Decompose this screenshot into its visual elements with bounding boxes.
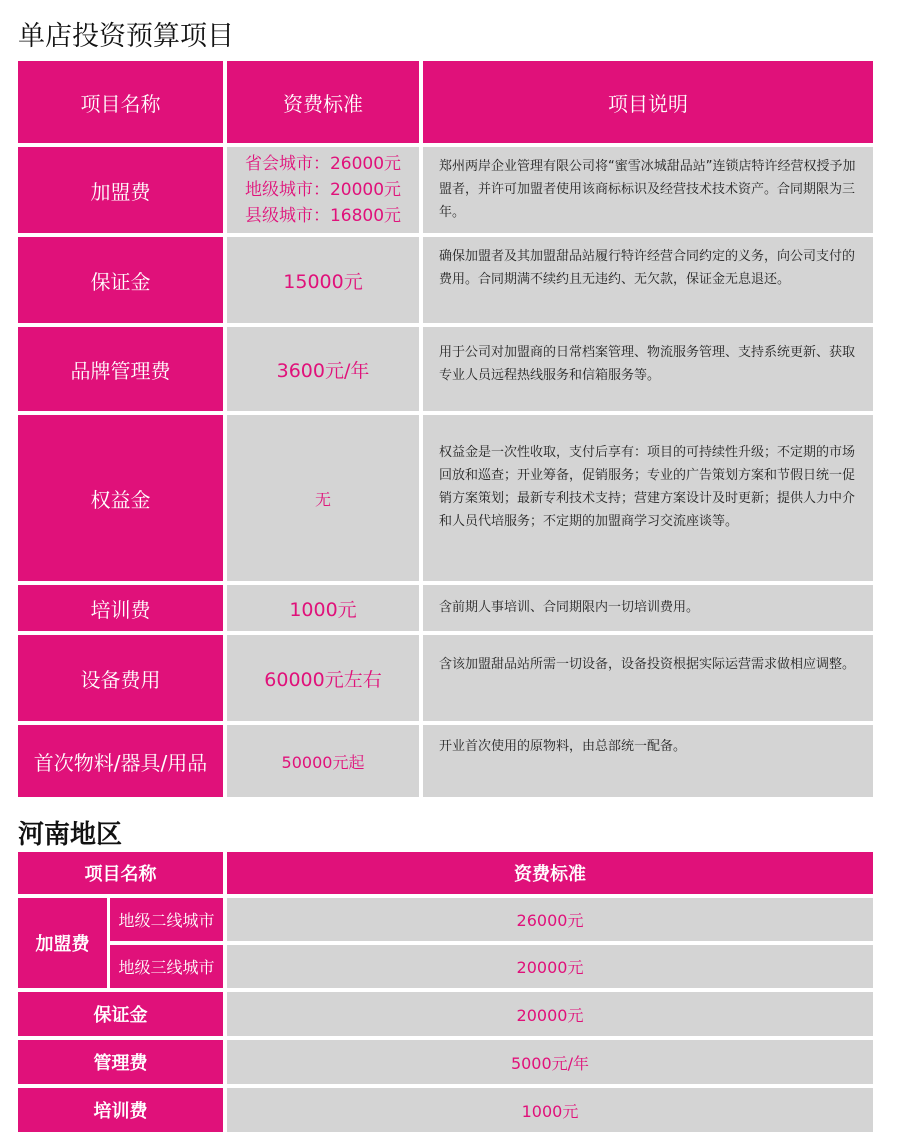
row-fee-deposit: 15000元 <box>227 237 419 323</box>
henan-header-item-name: 项目名称 <box>18 852 223 894</box>
row-fee-equipment-fee: 60000元左右 <box>227 635 419 721</box>
row-fee-equity-fee: 无 <box>227 415 419 581</box>
row-desc-equity-fee: 权益金是一次性收取，支付后享有：项目的可持续性升级；不定期的市场回放和巡查；开业筹备，促销服务；专业的广告策划方案和节假日统一促销方案策划；最新专利技术支持；营建方案设计及时更新；提供人力中介和人员代培服务；不定期的加盟商学习交流座谈等。 <box>423 415 873 581</box>
row-desc-deposit: 确保加盟者及其加盟甜品站履行特许经营合同约定的义务，向公司支付的费用。合同期满不续约且无违约、无欠款，保证金无息退还。 <box>423 237 873 323</box>
henan-training-fee-value: 1000元 <box>227 1088 873 1132</box>
henan-training-fee-label: 培训费 <box>18 1088 223 1132</box>
henan-deposit-label: 保证金 <box>18 992 223 1036</box>
row-name-join-fee: 加盟费 <box>18 147 223 233</box>
header-fee-standard: 资费标准 <box>227 61 419 143</box>
row-name-training-fee: 培训费 <box>18 585 223 631</box>
henan-join-fee-tier2-value: 26000元 <box>227 898 873 941</box>
henan-join-fee-tier3-value: 20000元 <box>227 945 873 988</box>
henan-management-fee-label: 管理费 <box>18 1040 223 1084</box>
henan-join-fee-tier2-label: 地级二线城市 <box>110 898 223 941</box>
fee-line-provincial: 省会城市：26000元 <box>244 154 402 174</box>
header-item-name: 项目名称 <box>18 61 223 143</box>
row-desc-join-fee: 郑州两岸企业管理有限公司将“蜜雪冰城甜品站”连锁店特许经营权授予加盟者，并许可加盟者使用该商标标识及经营技术技术资产。合同期限为三年。 <box>423 147 873 233</box>
section1-title: 单店投资预算项目 <box>18 21 234 52</box>
section2-title: 河南地区 <box>18 820 123 850</box>
row-desc-training-fee: 含前期人事培训、合同期限内一切培训费用。 <box>423 585 873 631</box>
row-fee-initial-supplies: 50000元起 <box>227 725 419 797</box>
row-desc-equipment-fee: 含该加盟甜品站所需一切设备，设备投资根据实际运营需求做相应调整。 <box>423 635 873 721</box>
fee-line-prefecture: 地级城市：20000元 <box>244 180 402 200</box>
header-description: 项目说明 <box>423 61 873 143</box>
row-name-deposit: 保证金 <box>18 237 223 323</box>
henan-join-fee-tier3-label: 地级三线城市 <box>110 945 223 988</box>
henan-join-fee-label: 加盟费 <box>18 898 107 988</box>
henan-deposit-value: 20000元 <box>227 992 873 1036</box>
row-desc-initial-supplies: 开业首次使用的原物料，由总部统一配备。 <box>423 725 873 797</box>
row-name-equity-fee: 权益金 <box>18 415 223 581</box>
row-desc-brand-management-fee: 用于公司对加盟商的日常档案管理、物流服务管理、支持系统更新、获取专业人员远程热线服务和信箱服务等。 <box>423 327 873 411</box>
row-fee-join-fee <box>227 147 419 233</box>
henan-management-fee-value: 5000元/年 <box>227 1040 873 1084</box>
row-fee-brand-management-fee: 3600元/年 <box>227 327 419 411</box>
row-name-brand-management-fee: 品牌管理费 <box>18 327 223 411</box>
fee-line-county: 县级城市：16800元 <box>244 206 402 226</box>
row-fee-training-fee: 1000元 <box>227 585 419 631</box>
henan-header-fee-standard: 资费标准 <box>227 852 873 894</box>
row-name-initial-supplies: 首次物料/器具/用品 <box>18 725 223 797</box>
row-name-equipment-fee: 设备费用 <box>18 635 223 721</box>
